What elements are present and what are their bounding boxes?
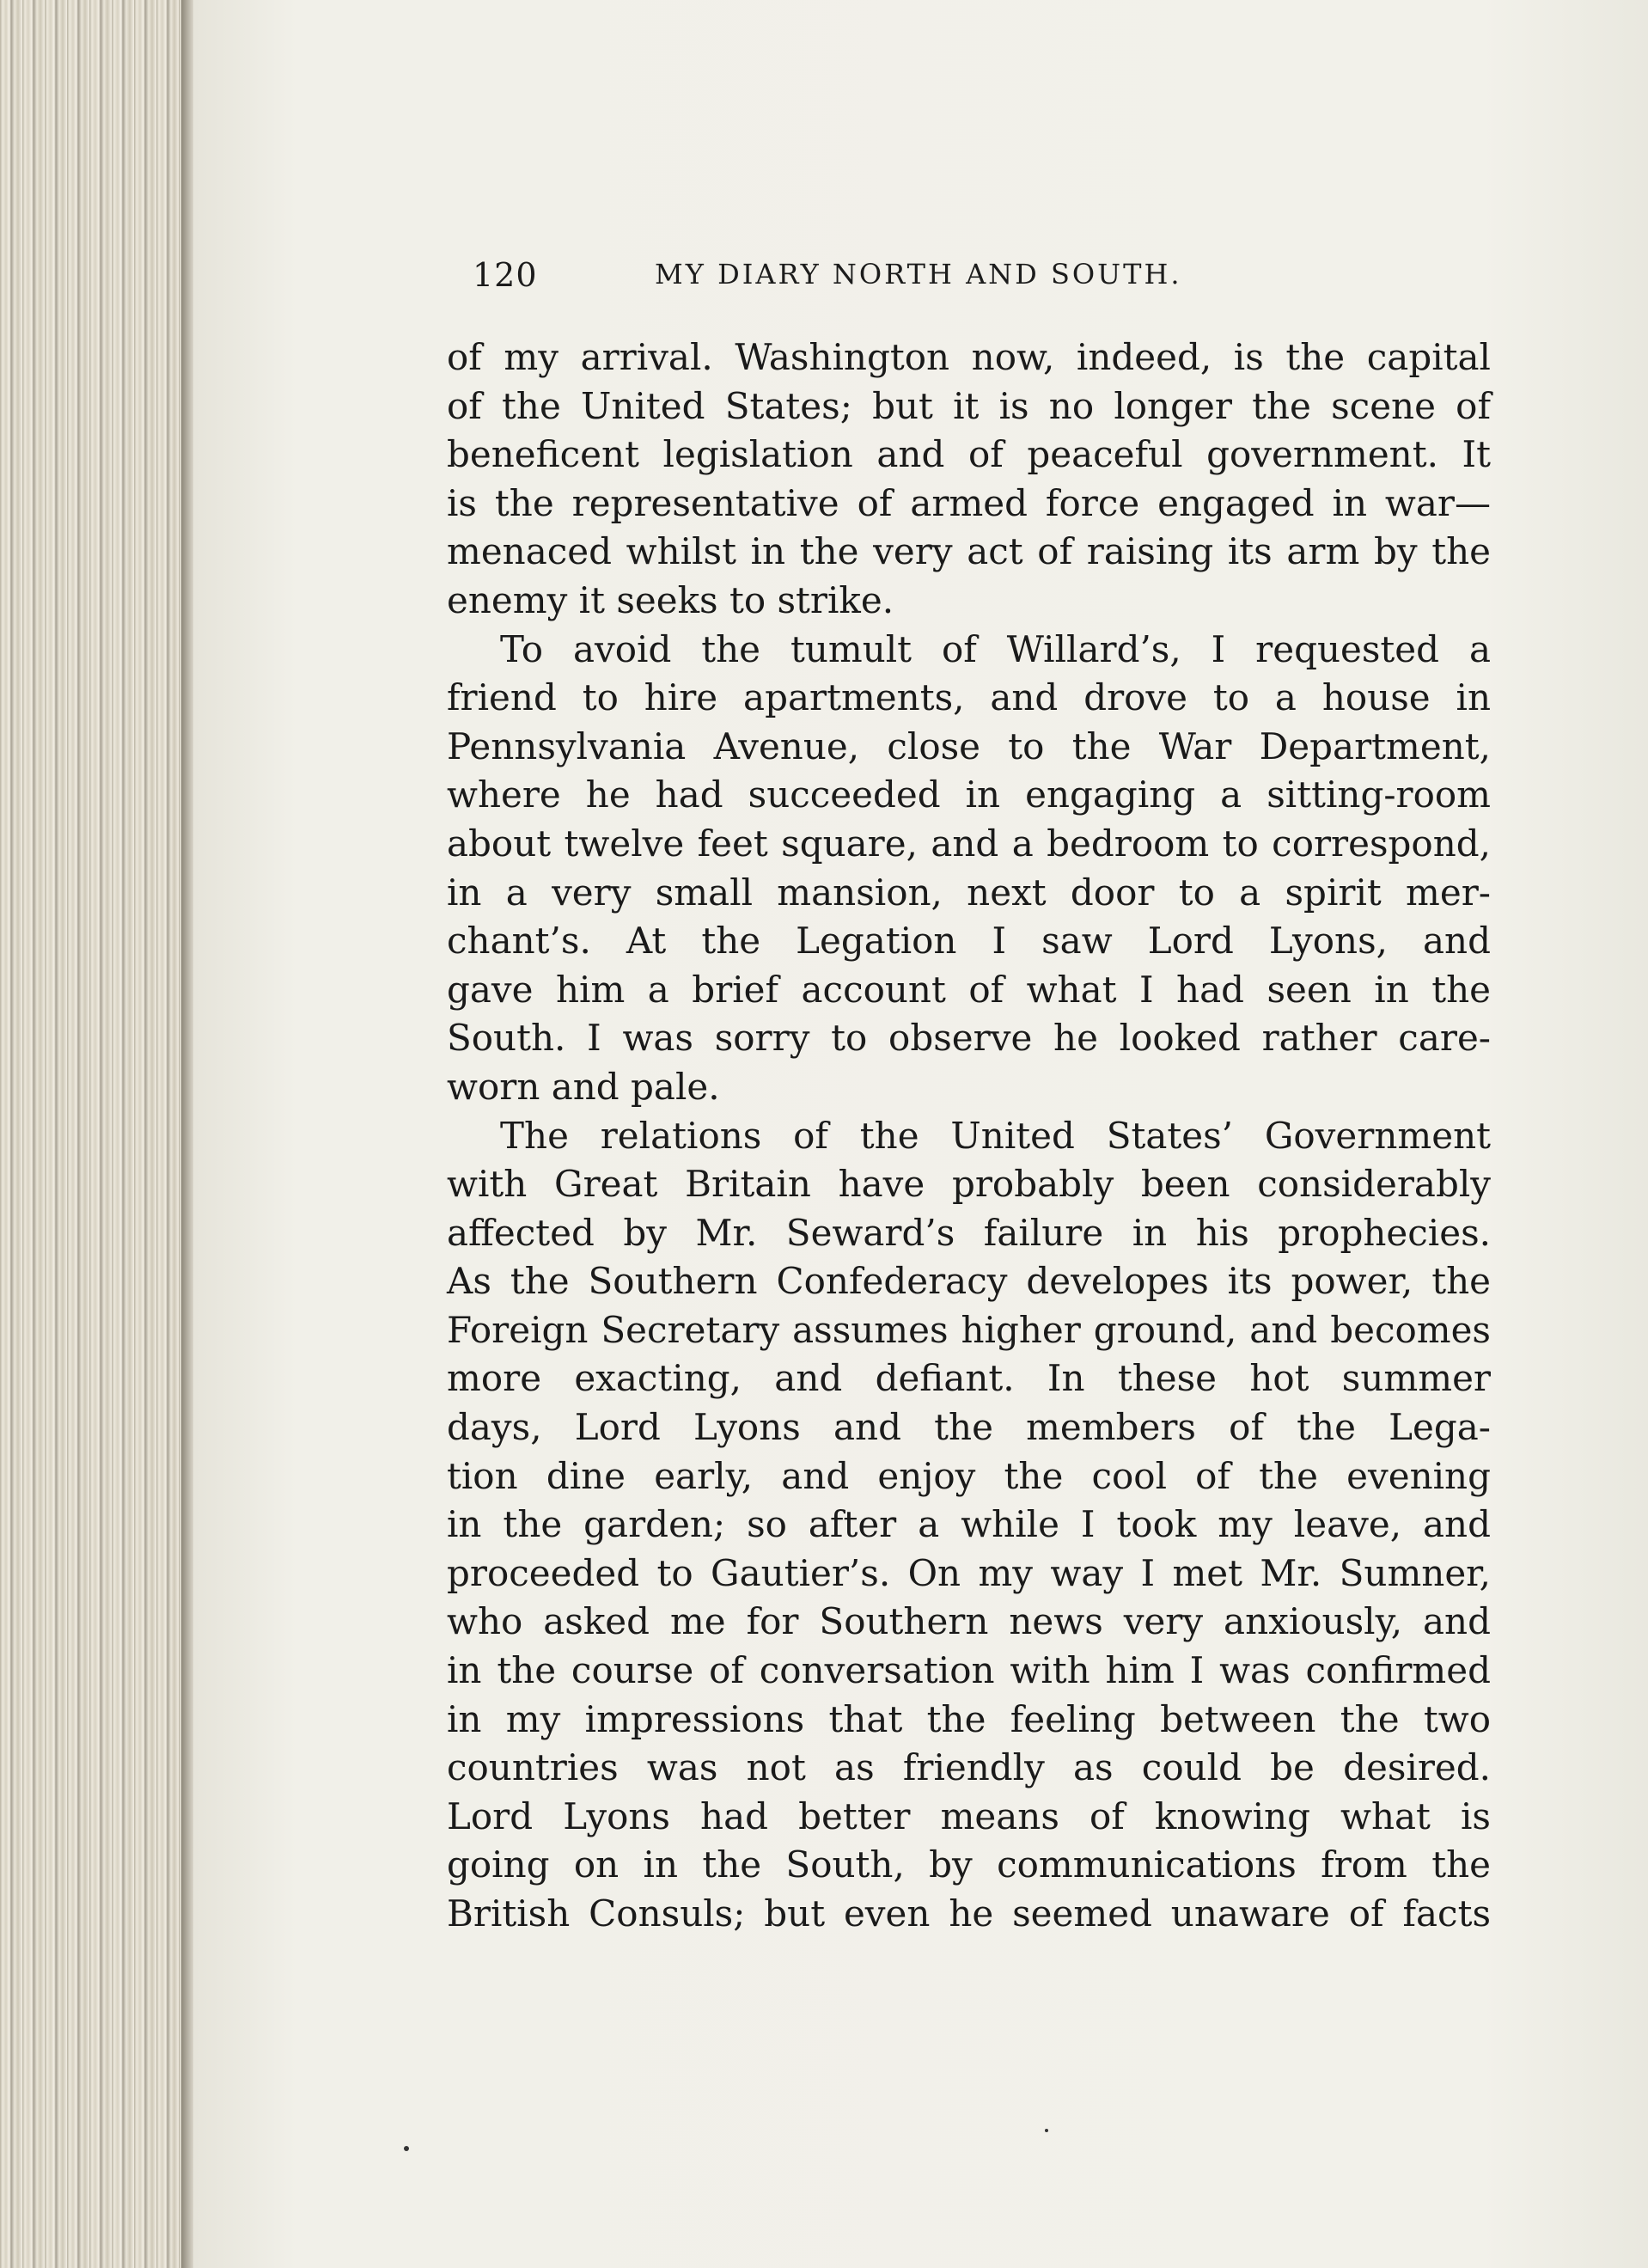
text-line: with Great Britain have probably been considerably <box>447 1163 1491 1206</box>
text-line: days, Lord Lyons and the members of the Lega- <box>447 1406 1491 1449</box>
text-line: in my impressions that the feeling between the two <box>447 1697 1491 1740</box>
text-line: gave him a brief account of what I had seen in the <box>447 968 1491 1011</box>
text-line: in the course of conversation with him I was confirmed <box>447 1649 1491 1692</box>
text-line: South. I was sorry to observe he looked rather care- <box>447 1017 1491 1060</box>
text-line: where he had succeeded in engaging a sitting-room <box>447 773 1491 816</box>
text-line: going on in the South, by communications from the <box>447 1843 1491 1886</box>
body-text <box>447 333 1491 1939</box>
text-line: The relations of the United States’ Government <box>500 1114 1491 1157</box>
text-line: worn and pale. <box>447 1065 720 1108</box>
page-header <box>473 256 1272 299</box>
ink-speck <box>1045 2129 1048 2132</box>
running-title: MY DIARY NORTH AND SOUTH. <box>655 258 1182 290</box>
text-line: in the garden; so after a while I took my leave, and <box>447 1503 1491 1546</box>
text-line: is the representative of armed force engaged in war— <box>447 481 1491 524</box>
page-number: 120 <box>473 256 538 294</box>
text-line: tion dine early, and enjoy the cool of the evening <box>447 1454 1491 1497</box>
text-line: chant’s. At the Legation I saw Lord Lyons, and <box>447 920 1491 963</box>
text-line: enemy it seeks to strike. <box>447 578 894 621</box>
text-line: countries was not as friendly as could be desired. <box>447 1746 1491 1789</box>
text-line: more exacting, and defiant. In these hot summer <box>447 1357 1491 1400</box>
text-line: affected by Mr. Seward’s failure in his prophecies. <box>447 1211 1491 1254</box>
text-line: As the Southern Confederacy developes its power, the <box>447 1260 1491 1303</box>
text-line: To avoid the tumult of Willard’s, I requested a <box>500 627 1491 670</box>
text-line: friend to hire apartments, and drove to a house in <box>447 676 1491 719</box>
text-line: of the United States; but it is no longer the scene of <box>447 384 1491 427</box>
text-line: of my arrival. Washington now, indeed, is the capital <box>447 336 1491 378</box>
text-line: Lord Lyons had better means of knowing what is <box>447 1794 1491 1837</box>
book-page-edges <box>0 0 193 2268</box>
text-line: about twelve feet square, and a bedroom to correspond, <box>447 822 1491 865</box>
text-line: menaced whilst in the very act of raising its arm by the <box>447 530 1491 573</box>
text-line: Foreign Secretary assumes higher ground, and becomes <box>447 1308 1491 1351</box>
text-line: proceeded to Gautier’s. On my way I met Mr. Sumner, <box>447 1551 1491 1594</box>
text-line: British Consuls; but even he seemed unaware of facts <box>447 1892 1491 1935</box>
text-line: in a very small mansion, next door to a spirit mer- <box>447 871 1491 914</box>
text-line: Pennsylvania Avenue, close to the War Department, <box>447 724 1491 767</box>
text-line: who asked me for Southern news very anxiously, and <box>447 1600 1491 1643</box>
text-line: beneficent legislation and of peaceful government. It <box>447 433 1491 476</box>
ink-speck <box>404 2146 409 2151</box>
